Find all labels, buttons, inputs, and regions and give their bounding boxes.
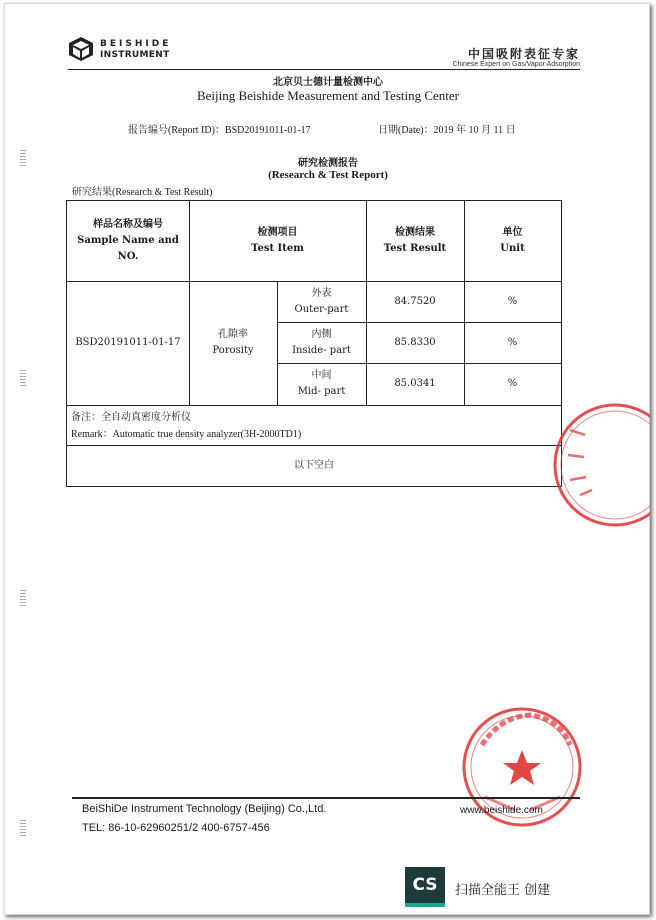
unit-value: % <box>507 378 518 389</box>
camscanner-label: 扫描全能王 创建 <box>455 883 551 898</box>
remark-english: Remark：Automatic true density analyzer(3H-2000TD1) <box>71 429 302 440</box>
slogan-chinese: 中国吸附表征专家 <box>467 47 580 61</box>
center-name-chinese: 北京贝士德计量检测中心 <box>273 77 383 88</box>
blank-below-cell <box>67 445 561 486</box>
part-cn: 中间 <box>311 370 332 381</box>
part-cn: 外表 <box>311 287 332 299</box>
binding-mark <box>20 820 26 838</box>
blank-below-text: 以下空白 <box>294 459 334 471</box>
header-divider <box>68 69 580 70</box>
header-result-cn: 检测结果 <box>395 227 435 238</box>
section-label: 研究结果(Research & Test Result) <box>72 187 213 198</box>
report-title-english: (Research & Test Report) <box>268 169 388 181</box>
header-item-en: Test Item <box>251 243 304 254</box>
header-unit-en: Unit <box>500 243 525 254</box>
camscanner-logo-icon: CS <box>405 867 445 907</box>
center-name-english: Beijing Beishide Measurement and Testing Center <box>196 88 460 103</box>
table-row <box>277 281 366 322</box>
slogan-english: Chinese Expert on Gas/Vapor Adsorption <box>452 61 580 68</box>
part-en: Mid- part <box>297 386 346 397</box>
unit-value: % <box>507 295 518 307</box>
test-item-cn: 孔隙率 <box>218 329 248 340</box>
part-cn: 内侧 <box>311 328 332 340</box>
binding-mark <box>20 370 26 388</box>
red-seal-stamp-icon <box>540 395 650 535</box>
result-value: 85.0341 <box>394 378 436 389</box>
logo-name: BEISHIDE <box>100 39 172 49</box>
sample-id: BSD20191011-01-17 <box>75 337 181 348</box>
unit-value: % <box>507 336 518 348</box>
header-unit <box>464 201 561 281</box>
logo-subtitle: INSTRUMENT <box>100 50 170 60</box>
footer-website: www.beishide.com <box>460 805 543 816</box>
report-date: 日期(Date)：2019 年 10 月 11 日 <box>378 125 516 136</box>
header-sample-cn: 样品名称及编号 <box>93 219 163 230</box>
footer-divider <box>72 797 580 799</box>
table-row <box>277 363 366 405</box>
footer-telephone: TEL: 86-10-62960251/2 400-6757-456 <box>82 822 270 834</box>
header-unit-cn: 单位 <box>502 227 523 238</box>
table-row <box>277 322 366 363</box>
test-item-en: Porosity <box>212 345 254 356</box>
footer-company: BeiShiDe Instrument Technology (Beijing) Co.,Ltd. <box>82 803 327 815</box>
remark-chinese: 备注：全自动真密度分析仪 <box>71 412 191 423</box>
header-sample-en: Sample Name and NO. <box>77 235 179 262</box>
part-en: Inside- part <box>292 344 351 356</box>
report-id: 报告编号(Report ID)：BSD20191011-01-17 <box>128 125 311 136</box>
binding-mark <box>20 590 26 608</box>
header-result <box>366 201 464 281</box>
header-result-en: Test Result <box>383 243 447 254</box>
report-title-chinese: 研究检测报告 <box>298 158 358 169</box>
results-table <box>66 200 562 487</box>
header-item-cn: 检测项目 <box>257 227 298 238</box>
test-item-cell <box>189 281 277 405</box>
sample-id-cell <box>67 281 189 405</box>
cube-logo-icon <box>68 36 94 62</box>
result-value: 85.8330 <box>394 336 436 348</box>
header-sample <box>67 201 189 281</box>
company-logo <box>68 36 178 66</box>
header-item <box>189 201 366 281</box>
part-en: Outer-part <box>294 303 349 315</box>
table-rule <box>67 405 561 406</box>
result-value: 84.7520 <box>394 295 436 307</box>
